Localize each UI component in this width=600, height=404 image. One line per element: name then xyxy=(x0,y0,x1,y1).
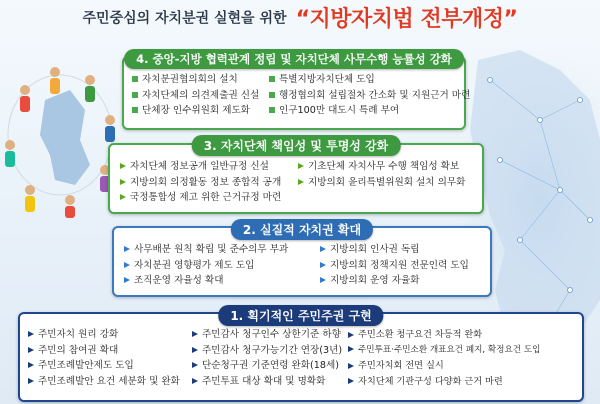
title-main: “지방자치법 전부개정” xyxy=(295,7,518,32)
section-1-col-2 xyxy=(192,327,342,389)
list-item: 주민감사 청구인수 상한기준 하향 xyxy=(192,327,342,343)
list-item: 지방의회 정책지원 전문인력 도입 xyxy=(320,258,469,274)
bullet-icon xyxy=(132,107,138,113)
list-item: 특별지방자치단체 도입 xyxy=(269,72,470,88)
page-title xyxy=(0,2,600,33)
list-item: 행정협의회 설립절차 간소화 및 지원근거 마련 xyxy=(269,88,470,104)
section-1-col-3 xyxy=(348,327,540,389)
list-item: 사무배분 원칙 확립 및 준수의무 부과 xyxy=(124,242,288,258)
bullet-icon xyxy=(124,277,130,283)
list-item: 주민의 참여권 확대 xyxy=(28,343,180,359)
bullet-icon xyxy=(120,163,126,169)
list-item: 자치단체의 의견제출권 신설 xyxy=(132,88,259,104)
list-item: 국정통합성 제고 위한 근거규정 마련 xyxy=(120,190,281,206)
section-2-header: 2. 실질적 자치권 확대 xyxy=(231,219,373,240)
list-item: 주민조례발안 요건 세분화 및 완화 xyxy=(28,374,180,390)
list-item: 주민감사 청구가능기간 연장(3년) xyxy=(192,343,342,359)
list-item: 인구100만 대도시 특례 부여 xyxy=(269,103,470,119)
section-3-header: 3. 자치단체 책임성 및 투명성 강화 xyxy=(192,135,401,156)
list-item: 지방의회 운영 자율화 xyxy=(320,273,469,289)
section-4-col-1 xyxy=(132,72,259,119)
section-3-box xyxy=(108,139,484,214)
section-4-header: 4. 중앙-지방 협력관계 정립 및 자치단체 사무수행 능률성 강화 xyxy=(124,49,464,69)
list-item: 자치분권협의회의 설치 xyxy=(132,72,259,88)
bullet-icon xyxy=(28,347,34,353)
bullet-icon xyxy=(124,246,130,252)
bullet-icon xyxy=(192,347,198,353)
list-item: 주민투표 대상 확대 및 명확화 xyxy=(192,374,342,390)
bullet-icon xyxy=(132,92,138,98)
bullet-icon xyxy=(120,179,126,185)
section-1-col-1 xyxy=(28,327,180,389)
bullet-icon xyxy=(320,262,326,268)
list-item: 주민투표·주민소환 개표요건 폐지, 확정요건 도입 xyxy=(348,343,540,359)
bullet-icon xyxy=(192,362,198,368)
bullet-icon xyxy=(192,378,198,384)
section-2-box xyxy=(112,223,492,297)
section-3-col-2 xyxy=(298,159,465,190)
bullet-icon xyxy=(269,92,275,98)
list-item: 자치단체 기관구성 다양화 근거 마련 xyxy=(348,374,540,390)
section-1-header: 1. 획기적인 주민주권 구현 xyxy=(218,305,383,326)
section-3-col-1 xyxy=(120,159,281,206)
list-item: 주민자치회 전면 실시 xyxy=(348,358,540,374)
bullet-icon xyxy=(132,76,138,82)
bullet-icon xyxy=(269,76,275,82)
bullet-icon xyxy=(124,262,130,268)
list-item: 지방의회 인사권 독립 xyxy=(320,242,469,258)
list-item: 주민소환 청구요건 차등적 완화 xyxy=(348,327,540,343)
list-item: 지방의회 윤리특별위원회 설치 의무화 xyxy=(298,175,465,191)
list-item: 단체장 인수위원회 제도화 xyxy=(132,103,259,119)
bullet-icon xyxy=(28,362,34,368)
bullet-icon xyxy=(348,346,354,352)
list-item: 자치분권 영향평가 제도 도입 xyxy=(124,258,288,274)
bullet-icon xyxy=(269,107,275,113)
section-2-col-2 xyxy=(320,242,469,289)
bullet-icon xyxy=(348,363,354,369)
section-1-box xyxy=(18,309,584,402)
list-item: 조직운영 자율성 확대 xyxy=(124,273,288,289)
list-item: 기초단체 자치사무 수행 책임성 확보 xyxy=(298,159,465,175)
bullet-icon xyxy=(298,179,304,185)
bullet-icon xyxy=(192,331,198,337)
list-item: 자치단체 정보공개 일반규정 신설 xyxy=(120,159,281,175)
title-prefix: 주민중심의 자치분권 실현을 위한 xyxy=(82,10,287,27)
section-4-col-2 xyxy=(269,72,470,119)
bullet-icon xyxy=(120,194,126,200)
bullet-icon xyxy=(348,332,354,338)
list-item: 지방의회 의정활동 정보 종합적 공개 xyxy=(120,175,281,191)
section-4-box xyxy=(122,52,471,130)
bullet-icon xyxy=(298,163,304,169)
list-item: 주민조례발안제도 도입 xyxy=(28,358,180,374)
bullet-icon xyxy=(320,246,326,252)
bullet-icon xyxy=(320,277,326,283)
list-item: 단순청구권 기준연령 완화(18세) xyxy=(192,358,342,374)
section-2-col-1 xyxy=(124,242,288,289)
list-item: 주민자치 원리 강화 xyxy=(28,327,180,343)
bullet-icon xyxy=(28,331,34,337)
bullet-icon xyxy=(348,378,354,384)
bullet-icon xyxy=(28,378,34,384)
